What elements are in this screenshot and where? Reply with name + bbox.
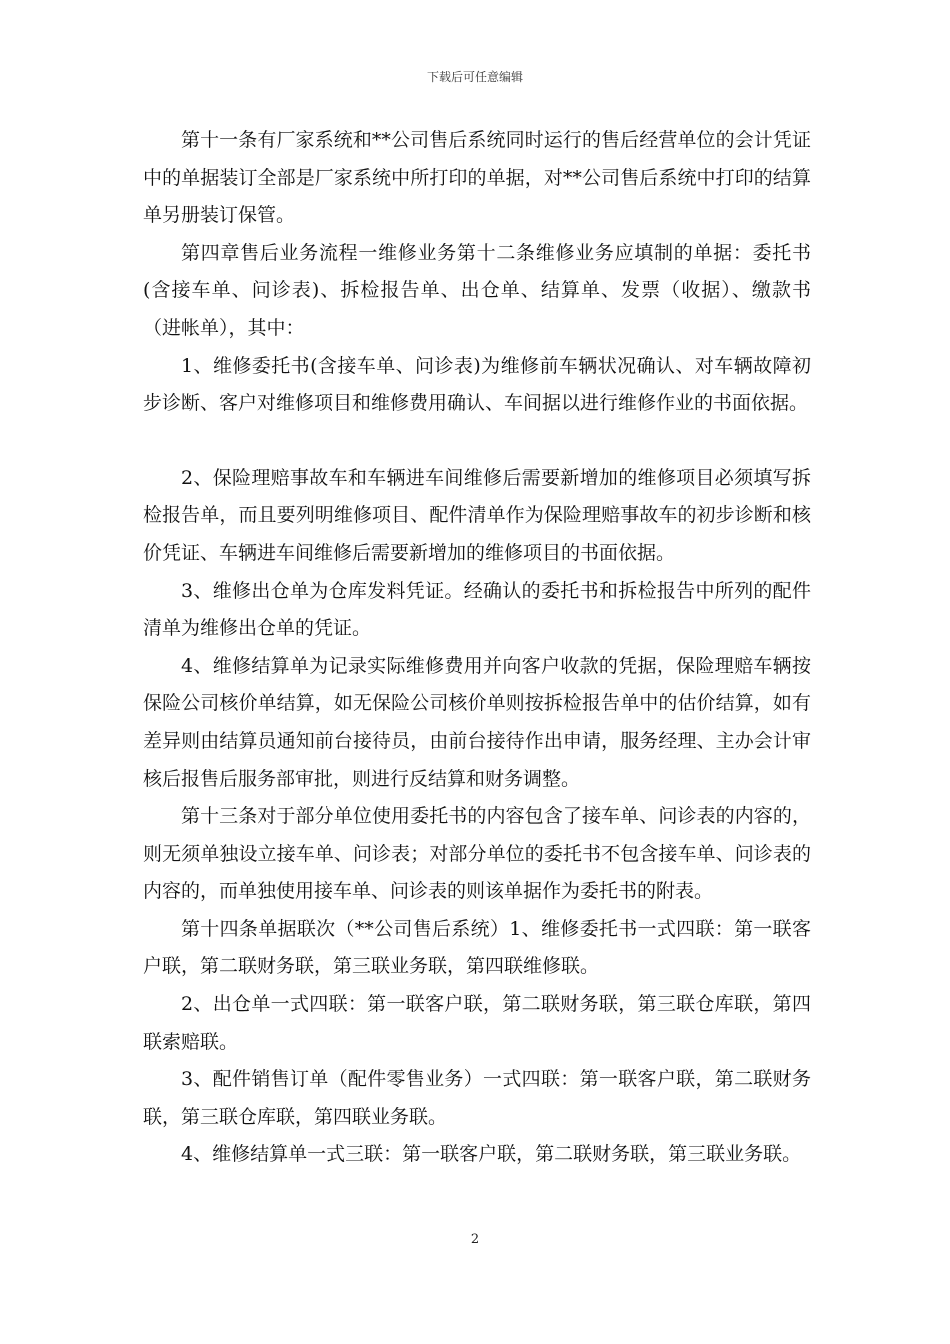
paragraph-item-3-outbound-slip: 3、维修出仓单为仓库发料凭证。经确认的委托书和拆检报告中所列的配件清单为维修出仓单的凭证。 [143, 579, 811, 640]
page-header: 下载后可任意编辑 [426, 70, 523, 84]
document-body [143, 122, 811, 1174]
paragraph-article-13: 第十三条对于部分单位使用委托书的内容包含了接车单、问诊表的内容的，则无须单独设立接车单、问诊表；对部分单位的委托书不包含接车单、问诊表的内容的，而单独使用接车单、问诊表的则该单据作为委托书的附表。 [143, 805, 811, 903]
paragraph-item-1-entrustment: 1、维修委托书(含接车单、问诊表)为维修前车辆状况确认、对车辆故障初步诊断、客户对维修项目和维修费用确认、车间据以进行维修作业的书面依据。 [143, 354, 811, 415]
paragraph-article-14: 第十四条单据联次（**公司售后系统）1、维修委托书一式四联：第一联客户联，第二联财务联，第三联业务联，第四联维修联。 [143, 917, 811, 978]
paragraph-item-4-settlement: 4、维修结算单为记录实际维修费用并向客户收款的凭据，保险理赔车辆按保险公司核价单结算，如无保险公司核价单则按拆检报告单中的估价结算，如有差异则由结算员通知前台接待员，由前台接待作出申请，服务经理、主办会计审核后报售后服务部审批，则进行反结算和财务调整。 [143, 654, 811, 790]
paragraph-item-2-inspection-report: 2、保险理赔事故车和车辆进车间维修后需要新增加的维修项目必须填写拆检报告单，而且要列明维修项目、配件清单作为保险理赔事故车的初步诊断和核价凭证、车辆进车间维修后需要新增加的维修项目的书面依据。 [143, 466, 811, 564]
paragraph-copies-settlement: 4、维修结算单一式三联：第一联客户联，第二联财务联，第三联业务联。 [181, 1143, 802, 1166]
page-number: 2 [470, 1232, 480, 1247]
paragraph-copies-parts-order: 3、配件销售订单（配件零售业务）一式四联：第一联客户联，第二联财务联，第三联仓库联，第四联业务联。 [143, 1068, 811, 1128]
paragraph-article-11: 第十一条有厂家系统和**公司售后系统同时运行的售后经营单位的会计凭证中的单据装订全部是厂家系统中所打印的单据，对**公司售后系统中打印的结算单另册装订保管。 [143, 129, 811, 227]
paragraph-chapter-4-article-12: 第四章售后业务流程一维修业务第十二条维修业务应填制的单据：委托书(含接车单、问诊表)、拆检报告单、出仓单、结算单、发票（收据）、缴款书（进帐单），其中： [143, 241, 811, 339]
paragraph-copies-outbound-slip: 2、出仓单一式四联：第一联客户联，第二联财务联，第三联仓库联，第四联索赔联。 [143, 993, 811, 1053]
